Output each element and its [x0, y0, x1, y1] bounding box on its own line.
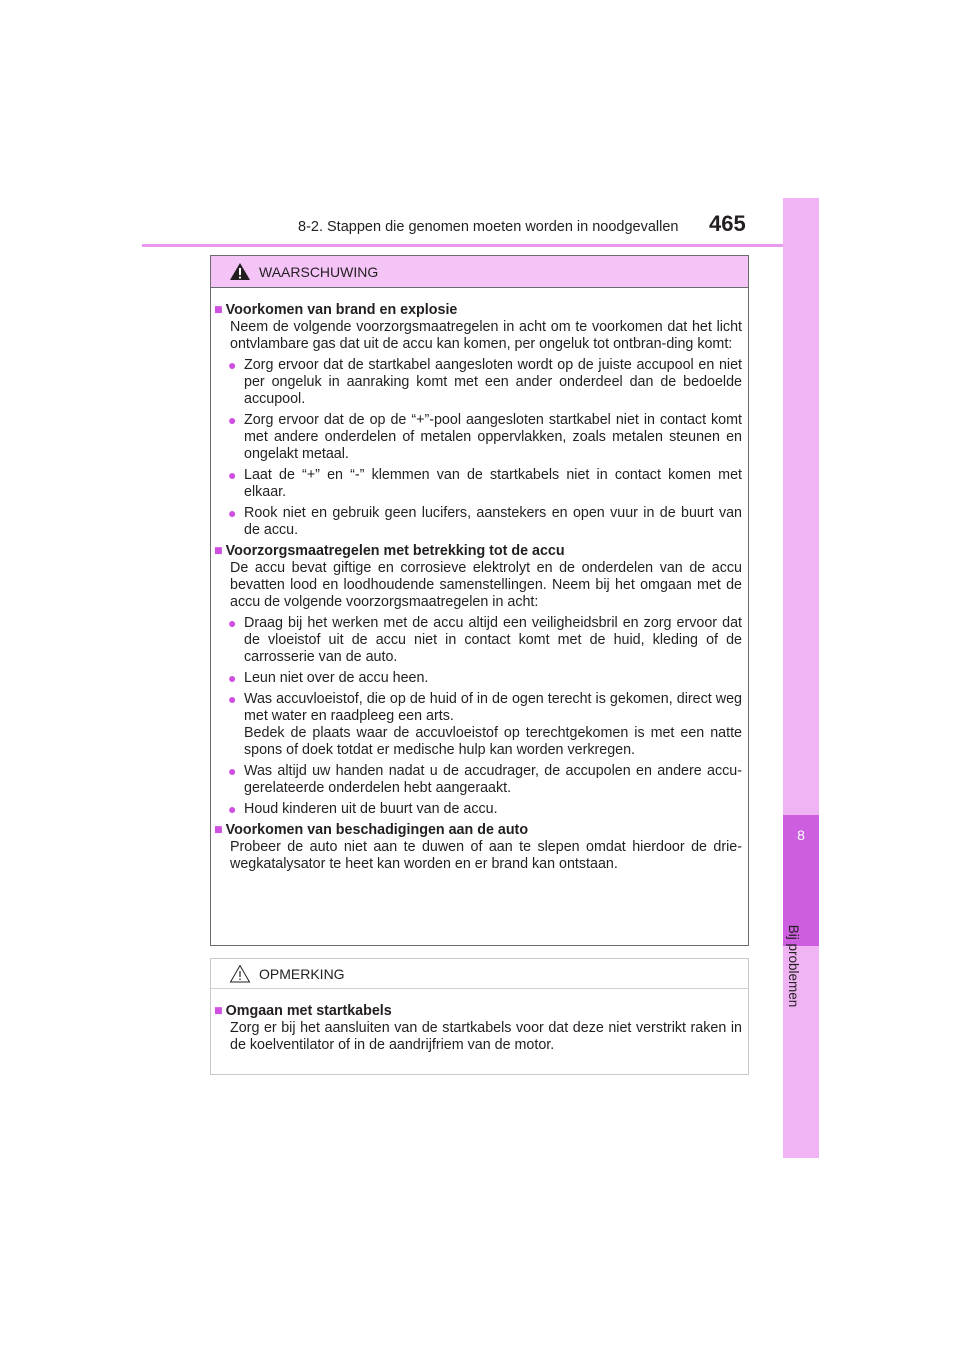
warning-heading: WAARSCHUWING — [259, 263, 379, 280]
list-item: ● Laat de “+” en “-” klemmen van de startkabels niet in contact komen met elkaar. — [228, 467, 742, 500]
header-divider — [142, 244, 818, 247]
chapter-number: 8 — [797, 827, 805, 843]
warning-triangle-icon — [229, 262, 251, 281]
section-title: ■ Omgaan met startkabels — [214, 1003, 392, 1019]
note-heading: OPMERKING — [259, 965, 345, 982]
dot-bullet-icon: ● — [228, 467, 237, 483]
section-title: ■ Voorkomen van brand en explosie — [214, 302, 458, 318]
dot-bullet-icon: ● — [228, 691, 237, 707]
square-bullet-icon: ■ — [214, 543, 223, 559]
warning-content — [211, 288, 748, 873]
list-item: ● Leun niet over de accu heen. — [228, 670, 429, 686]
list-item-extra: Bedek de plaats waar de accuvloeistof op terechtgekomen is met een natte spons of doek totdat er medische hulp kan worden verkregen. — [244, 725, 742, 758]
list-item: ● Houd kinderen uit de buurt van de accu. — [228, 801, 498, 817]
section-title: ■ Voorkomen van beschadigingen aan de auto — [214, 822, 529, 838]
square-bullet-icon: ■ — [214, 1003, 223, 1019]
list-item: ● Draag bij het werken met de accu altijd een veiligheidsbril en zorg ervoor dat de vloeistof uit de accu niet in contact komt met de huid, kleding of de carrosserie van de auto. — [228, 615, 742, 665]
note-header — [211, 959, 748, 989]
dot-bullet-icon: ● — [228, 670, 237, 686]
dot-bullet-icon: ● — [228, 412, 237, 428]
dot-bullet-icon: ● — [228, 615, 237, 631]
dot-bullet-icon: ● — [228, 801, 237, 817]
list-item: ● Zorg ervoor dat de startkabel aangesloten wordt op de juiste accupool en niet per ongeluk in aanraking komt met een ander onderdeel dan de bedoelde accupool. — [228, 357, 742, 407]
warning-box — [210, 255, 749, 946]
note-text: Zorg er bij het aansluiten van de startkabels voor dat deze niet verstrikt raken in de koelventilator of in de aandrijfriem van de motor. — [230, 1020, 742, 1053]
note-content — [211, 989, 748, 1054]
list-item: ● Was altijd uw handen nadat u de accudrager, de accupolen en andere accu-gerelateerde onderdelen hebt aangeraakt. — [228, 763, 742, 796]
list-item: ● Was accuvloeistof, die op de huid of in de ogen terecht is gekomen, direct weg met water en raadpleeg een arts. Bedek de plaats waar de accuvloeistof op terechtgekomen is met een natte spons of doek totdat er medische hulp kan worden verkregen. — [228, 691, 742, 758]
section-intro: De accu bevat giftige en corrosieve elektrolyt en de onderdelen van de accu bevatten lood en loodhoudende samenstellingen. Neem bij het omgaan met de accu de volgende voorzorgsmaatregelen in acht: — [230, 560, 742, 610]
chapter-label: Bij problemen — [786, 924, 801, 1008]
square-bullet-icon: ■ — [214, 302, 223, 318]
list-item: ● Zorg ervoor dat de op de “+”-pool aangesloten startkabel niet in contact komt met andere onderdelen of metalen oppervlakken, zoals metalen steunen en ongelakt metaal. — [228, 412, 742, 462]
dot-bullet-icon: ● — [228, 357, 237, 373]
section-intro: Probeer de auto niet aan te duwen of aan te slepen omdat hierdoor de drie-wegkatalysator te heet kan worden en er brand kan ontstaan. — [230, 839, 742, 872]
dot-bullet-icon: ● — [228, 505, 237, 521]
warning-header — [211, 256, 748, 288]
dot-bullet-icon: ● — [228, 763, 237, 779]
note-box — [210, 958, 749, 1075]
caution-triangle-icon — [229, 964, 251, 983]
section-title: ■ Voorzorgsmaatregelen met betrekking tot de accu — [214, 543, 565, 559]
page-number: 465 — [709, 211, 746, 236]
section-header: 8-2. Stappen die genomen moeten worden in noodgevallen — [298, 219, 679, 235]
section-intro: Neem de volgende voorzorgsmaatregelen in acht om te voorkomen dat het licht ontvlambare gas dat uit de accu kan komen, per ongeluk tot ontbran-ding komt: — [230, 319, 742, 352]
square-bullet-icon: ■ — [214, 822, 223, 838]
list-item: ● Rook niet en gebruik geen lucifers, aanstekers en open vuur in de buurt van de accu. — [228, 505, 742, 538]
chapter-side-tab — [783, 198, 819, 1158]
